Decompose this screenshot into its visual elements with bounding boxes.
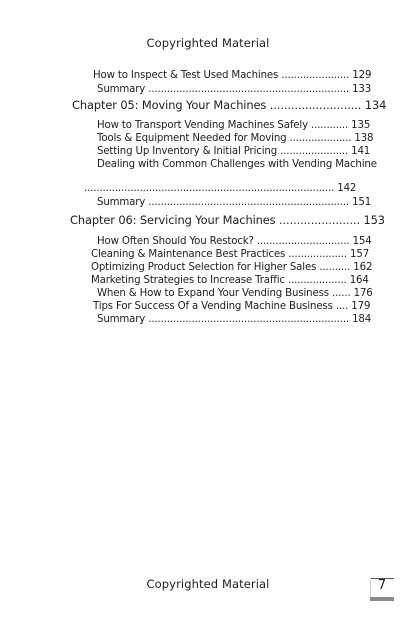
toc-entry[interactable]: Summary ................................................................. 184 xyxy=(97,314,372,325)
toc-entry[interactable]: Optimizing Product Selection for Higher Sales .......... 162 xyxy=(91,262,373,273)
toc-entry[interactable]: How Often Should You Restock? .............................. 154 xyxy=(97,236,372,247)
toc-chapter[interactable]: Chapter 05: Moving Your Machines .......................... 134 xyxy=(72,98,387,112)
toc-entry[interactable]: Tools & Equipment Needed for Moving .................... 138 xyxy=(97,133,374,144)
toc-entry[interactable]: Setting Up Inventory & Initial Pricing ...................... 141 xyxy=(97,146,371,157)
toc-entry[interactable]: Summary ................................................................. 133 xyxy=(97,84,372,95)
toc-entry[interactable]: How to Inspect & Test Used Machines ...................... 129 xyxy=(93,70,372,81)
toc-entry[interactable]: Marketing Strategies to Increase Traffic ................... 164 xyxy=(91,275,369,286)
toc-chapter[interactable]: Chapter 06: Servicing Your Machines ....................... 153 xyxy=(70,213,385,227)
page-header: Copyrighted Material xyxy=(146,36,270,50)
toc-entry[interactable]: Dealing with Common Challenges with Vending Machine xyxy=(97,159,377,170)
page-footer: Copyrighted Material xyxy=(146,577,270,591)
toc-entry[interactable]: How to Transport Vending Machines Safely ............ 135 xyxy=(97,120,371,131)
page-number: 7 xyxy=(377,578,387,593)
toc-entry-continuation[interactable]: ................................................................................. 142 xyxy=(84,183,357,194)
toc-entry[interactable]: Tips For Success Of a Vending Machine Business .... 179 xyxy=(93,301,371,312)
page-number-bar xyxy=(370,597,394,601)
toc-entry[interactable]: Cleaning & Maintenance Best Practices ................... 157 xyxy=(91,249,370,260)
toc-entry[interactable]: Summary ................................................................. 151 xyxy=(97,197,372,208)
toc-entry[interactable]: When & How to Expand Your Vending Business ...... 176 xyxy=(97,288,373,299)
